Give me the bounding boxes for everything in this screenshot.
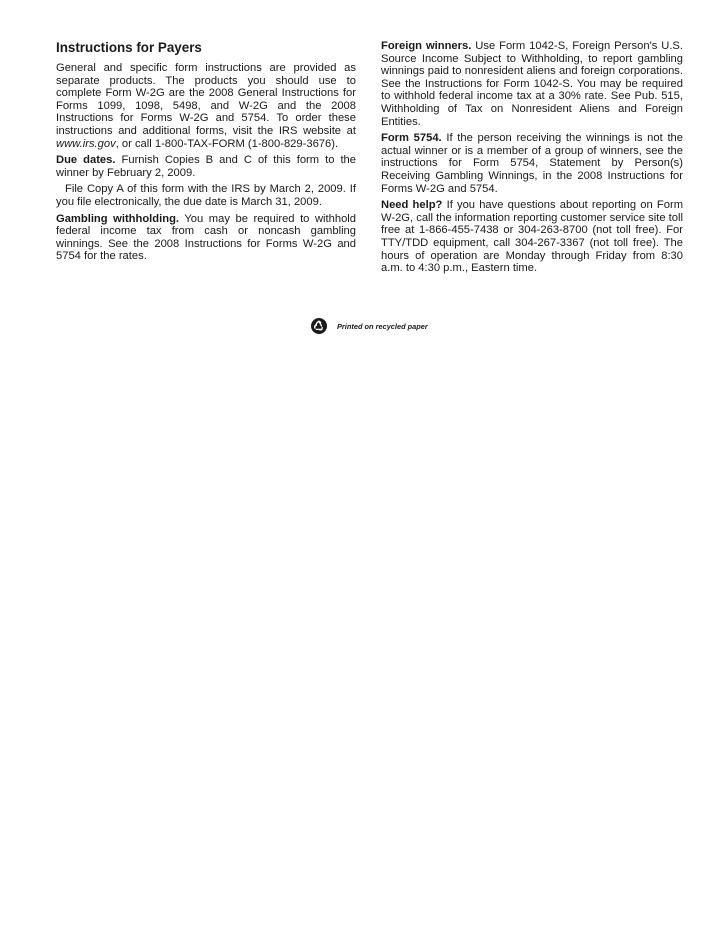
recycle-icon [311, 318, 327, 334]
gambling-withholding-heading: Gambling withholding. [56, 212, 180, 225]
footer [311, 318, 428, 334]
intro-text: General and specific form instructions are provided as separate products. The products you should use to complete Form W-2G are the 2008 General Instructions for Forms 1099, 1098, 5498, and W-2G and the 2008 Instructions for Forms W-2G and 5754. To order these instructions and additional forms, visit the IRS website at [56, 62, 356, 137]
form-5754-heading: Form 5754. [381, 132, 442, 145]
irs-website-link[interactable]: www.irs.gov [56, 137, 116, 150]
intro-text-end: , or call 1-800-TAX-FORM (1-800-829-3676). [115, 137, 339, 150]
foreign-winners-heading: Foreign winners. [381, 40, 472, 52]
right-column [381, 40, 683, 279]
file-copy-text: File Copy A of this form with the IRS by March 2, 2009. If you file electronically, the due date is March 31, 2009. [56, 183, 356, 208]
page-title: Instructions for Payers [56, 40, 202, 55]
recycled-paper-note: Printed on recycled paper [337, 321, 428, 331]
need-help-heading: Need help? [381, 199, 443, 212]
need-help-text: If you have questions about reporting on Form W-2G, call the information reporting customer service site toll free at 1-866-455-7438 or 304-263-8700 (not toll free). For TTY/TDD equipment, call 304-267-3367 (not toll free). The hours of operation are Monday through Friday from 8:30 a.m. to 4:30 p.m., Eastern time. [381, 199, 684, 275]
left-column [56, 40, 356, 267]
gambling-withholding-paragraph [56, 213, 356, 263]
due-dates-heading: Due dates. [56, 154, 116, 167]
foreign-winners-paragraph [381, 40, 683, 128]
need-help-paragraph [381, 199, 683, 275]
file-copy-paragraph [56, 183, 356, 208]
form-5754-paragraph [381, 132, 683, 195]
due-dates-paragraph [56, 154, 356, 179]
form-5754-text: If the person receiving the winnings is not the actual winner or is a member of a group of winners, see the instructions for Form 5754, Statement by Person(s) Receiving Gambling Winnings, in the 2008 Instructions for Forms W-2G and 5754. [381, 132, 683, 195]
gambling-withholding-text: You may be required to withhold federal income tax from cash or noncash gambling winnings. See the 2008 Instructions for Forms W-2G and 5754 for the rates. [56, 212, 357, 263]
foreign-winners-text: Use Form 1042-S, Foreign Person's U.S. Source Income Subject to Withholding, to report gambling winnings paid to nonresident aliens and foreign corporations. See the Instructions for Form 1042-S. You may be required to withhold federal income tax at a 30% rate. See Pub. 515, Withholding of Tax on Nonresident Aliens and Foreign Entities. [381, 40, 683, 128]
intro-paragraph [56, 62, 356, 150]
due-dates-text: Furnish Copies B and C of this form to the winner by February 2, 2009. [56, 154, 357, 179]
